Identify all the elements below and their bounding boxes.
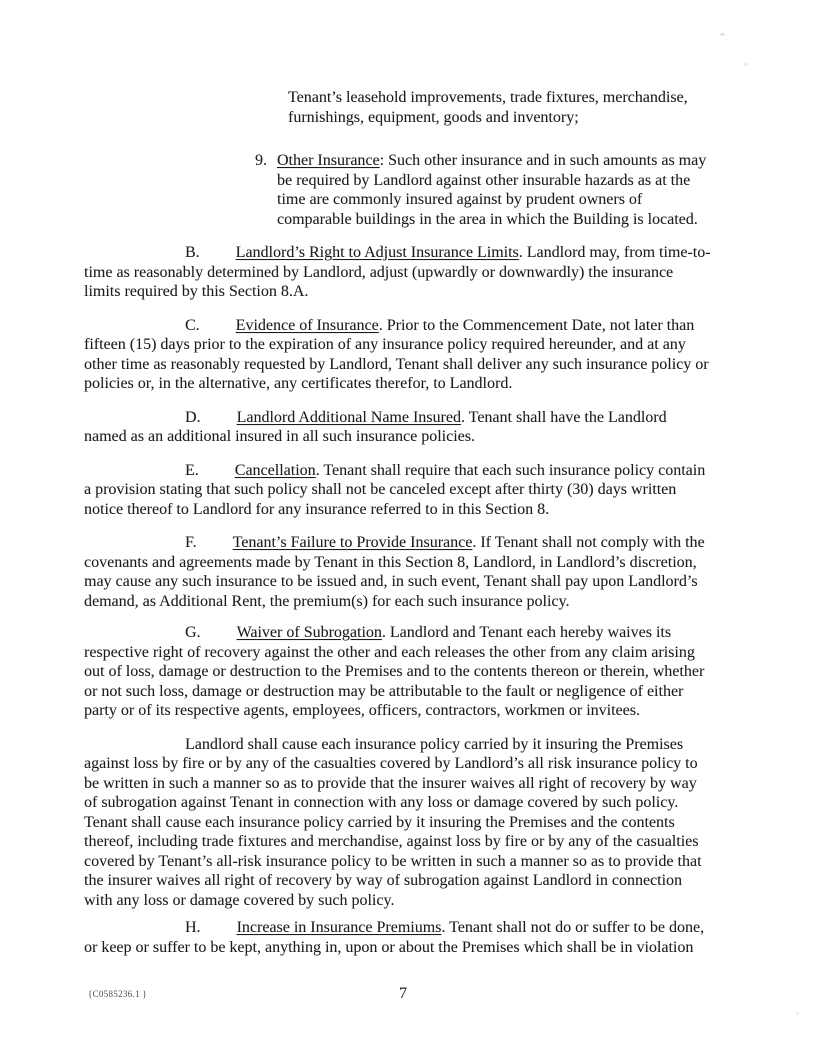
section-e-paragraph [84,461,712,520]
scan-speck [744,63,748,66]
footer-page-number: 7 [399,985,407,1002]
section-h-heading: Increase in Insurance Premiums [236,919,442,936]
section-h-separator: . [441,919,450,936]
section-f-heading: Tenant’s Failure to Provide Insurance [232,534,473,551]
section-c-paragraph [84,316,712,394]
list-item-9 [255,151,712,229]
scan-speck [796,1012,799,1015]
subrogation-paragraph-text: Landlord shall cause each insurance policy carried by it insuring the Premises against loss by fire or by any of the casualties covered by Landlord’s all risk insurance policy to be written in such a manner so as to provide that the insurer waives all right of recovery by way of subrogation against Tenant in connection with any loss or damage covered by such policy. Tenant shall cause each insurance policy carried by it insuring the Premises and the contents thereof, including trade fixtures and merchandise, against loss by fire or by any of the casualties covered by Tenant’s all-risk insurance policy to be written in such a manner so as to provide that the insurer waives all right of recovery by way of subrogation against Landlord in connection with any loss or damage covered by such policy. [84,735,702,909]
section-f-letter: F. [185,534,197,551]
item9-heading: Other Insurance [277,152,380,169]
section-d-paragraph [84,408,712,447]
item9-separator: : [379,152,389,169]
list-item-9-number: 9. [255,152,267,169]
section-g-paragraph [84,623,712,721]
item9-body: Such other insurance and in such amounts as may be required by Landlord against other insurable hazards as at the time are commonly insured against by prudent owners of comparable buildings in the area in which the Building is located. [277,152,707,228]
section-h-paragraph [84,918,712,957]
section-f-separator: . [472,534,481,551]
section-g-body: Landlord and Tenant each hereby waives its respective right of recovery against the other and each releases the other from any claim arising out of loss, damage or destruction to the Premises and to the contents thereon or therein, whether or not such loss, damage or destruction may be attributable to the fault or negligence of either party or of its respective agents, employees, officers, contractors, workmen or invitees. [84,624,705,719]
section-e-body: Tenant shall require that each such insurance policy contain a provision stating that such policy shall not be canceled except after thirty (30) days written notice thereof to Landlord for any insurance referred to in this Section 8. [84,461,706,518]
footer-document-number: {C0585236.1 } [88,989,148,999]
paragraph-subrogation-detail [84,735,712,911]
section-h-letter: H. [185,919,201,936]
section-f-body: If Tenant shall not comply with the covenants and agreements made by Tenant in this Section 8, Landlord, in Landlord’s discretion, may cause any such insurance to be issued and, in such event, Tenant shall pay upon Landlord’s demand, as Additional Rent, the premium(s) for each such insurance policy. [84,534,705,610]
section-e-letter: E. [185,461,199,479]
section-b-heading: Landlord’s Right to Adjust Insurance Limits [235,244,519,261]
section-c-heading: Evidence of Insurance [235,316,379,334]
section-e-separator: . [315,461,324,479]
item8-continuation-text: Tenant’s leasehold improvements, trade fixtures, merchandise, furnishings, equipment, goods and inventory; [288,89,688,126]
list-item-9-text [277,151,712,229]
section-b-letter: B. [185,244,200,261]
section-d-separator: . [460,408,469,426]
scan-speck [720,33,725,36]
section-g-separator: . [381,624,390,641]
page-content [84,88,712,971]
section-b-paragraph [84,243,712,302]
section-d-heading: Landlord Additional Name Insured [236,408,461,426]
section-f-paragraph [84,533,712,611]
paragraph-item8-continuation [288,88,712,127]
section-b-separator: . [518,244,527,261]
section-h-body: Tenant shall not do or suffer to be done, or keep or suffer to be kept, anything in, upon or about the Premises which shall be in violation [84,919,705,956]
section-b-body: Landlord may, from time-to-time as reasonably determined by Landlord, adjust (upwardly or downwardly) the insurance limits required by this Section 8.A. [84,244,711,300]
section-c-body: Prior to the Commencement Date, not later than fifteen (15) days prior to the expiration of any insurance policy required hereunder, and at any other time as reasonably requested by Landlord, Tenant shall deliver any such insurance policy or policies or, in the alternative, any certificates therefor, to Landlord. [84,316,709,392]
section-g-letter: G. [185,624,201,641]
section-d-letter: D. [185,408,201,426]
section-g-heading: Waiver of Subrogation [236,624,382,641]
section-c-separator: . [378,316,387,334]
section-c-letter: C. [185,316,200,334]
section-d-body: Tenant shall have the Landlord named as an additional insured in all such insurance policies. [84,408,667,445]
section-e-heading: Cancellation [234,461,316,479]
